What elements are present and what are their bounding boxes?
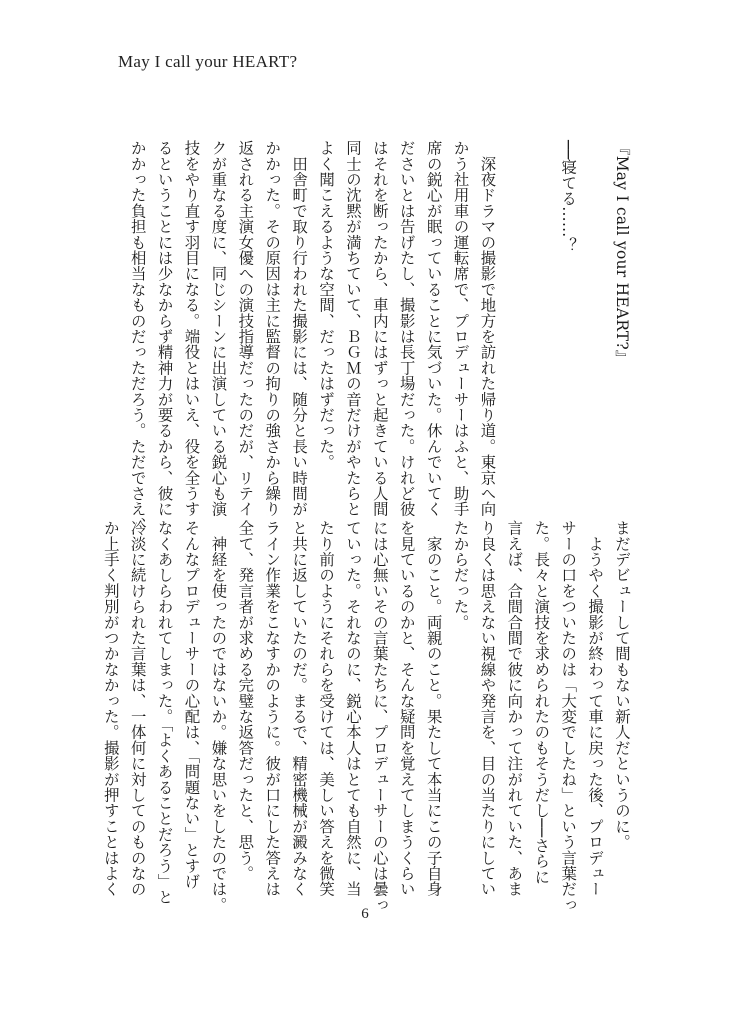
text-column: 深夜ドラマの撮影で地方を訪れた帰り道。東京へ向 bbox=[478, 140, 497, 517]
text-column bbox=[500, 140, 527, 500]
text-column: ──寝てる……？ bbox=[559, 140, 578, 254]
text-column: た。長々と演技を求められたのもそうだし──さらに bbox=[532, 520, 551, 885]
text-column: るということには少なからず精神力が要るから、彼に bbox=[155, 140, 174, 517]
text-column bbox=[581, 140, 608, 500]
text-column: 神経を使ったのではないか。嫌な思いをしたのでは。 bbox=[209, 520, 228, 913]
text-column: 返される主演女優への演技指導だったのだが、リテイ bbox=[236, 140, 255, 517]
text-column: たからだった。 bbox=[451, 520, 470, 630]
text-column: まだデビューして間もない新人だというのに。 bbox=[613, 520, 631, 850]
text-column: ライン作業をこなすかのように。彼が口にした答えは bbox=[263, 520, 282, 897]
text-column: を見ているのかと、そんな疑問を覚えてしまうくらい bbox=[397, 520, 416, 897]
text-column: かかった。その原因は主に監督の拘りの強さから繰り bbox=[263, 140, 282, 517]
text-column: 全て、発言者が求める完璧な返答だったと、思う。 bbox=[236, 520, 255, 882]
text-column: かかった負担も相当なものだっただろう。ただでさえ、 bbox=[128, 140, 147, 533]
page-number: 6 bbox=[361, 906, 369, 922]
text-column: かう社用車の運転席で、プロデューサーはふと、助手 bbox=[451, 140, 470, 517]
running-header: May I call your HEART? bbox=[118, 52, 298, 71]
text-column: と共に返していたのだ。まるで、精密機械が澱みなく bbox=[290, 520, 309, 897]
text-column: なくあしらわれてしまった。「よくあることだろう」と bbox=[155, 520, 174, 905]
upper-text-block bbox=[124, 140, 635, 533]
text-column: 田舎町で取り行われた撮影には、随分と長い時間が bbox=[290, 140, 309, 517]
text-column: ださいとは告げたし、撮影は長丁場だった。けれど彼 bbox=[397, 140, 416, 517]
text-column: 同士の沈黙が満ちていて、ＢＧＭの音だけがやたらと bbox=[343, 140, 362, 517]
text-column: か上手く判別がつかなかった。撮影が押すことはよく bbox=[101, 520, 120, 897]
text-column: ていった。それなのに、鋭心本人はとても自然に、当 bbox=[343, 520, 362, 897]
text-column: よく聞こえるような空間、だったはずだった。 bbox=[317, 140, 336, 470]
lower-text-block bbox=[97, 520, 635, 913]
text-column: 家のこと。両親のこと。果たして本当にこの子自身 bbox=[424, 520, 443, 897]
text-column bbox=[527, 140, 554, 500]
text-column: 『May I call your HEART?』 bbox=[613, 140, 631, 366]
text-column: 技をやり直す羽目になる。端役とはいえ、役を全うす bbox=[182, 140, 201, 517]
text-column: 言えば、合間合間で彼に向かって注がれていた、あま bbox=[505, 520, 524, 897]
text-column: 席の鋭心が眠っていることに気づいた。休んでいてく bbox=[424, 140, 443, 517]
text-column: クが重なる度に、同じシーンに出演している鋭心も演 bbox=[209, 140, 228, 517]
text-column: ようやく撮影が終わって車に戻った後、プロデュー bbox=[586, 520, 605, 897]
text-column: り良くは思えない視線や発言を、目の当たりにしてい bbox=[478, 520, 497, 897]
text-column: には心無いその言葉たちに、プロデューサーの心は曇っ bbox=[370, 520, 389, 913]
text-column: たり前のようにそれらを受けては、美しい答えを微笑 bbox=[317, 520, 336, 897]
text-column: 冷淡に続けられた言葉は、一体何に対してのものなの bbox=[128, 520, 147, 897]
text-column: サーの口をついたのは「大変でしたね」という言葉だっ bbox=[559, 520, 578, 913]
text-column: はそれを断ったから、車内にはずっと起きている人間 bbox=[370, 140, 389, 517]
text-column: そんなプロデューサーの心配は、「問題ない」とすげ bbox=[182, 520, 201, 890]
